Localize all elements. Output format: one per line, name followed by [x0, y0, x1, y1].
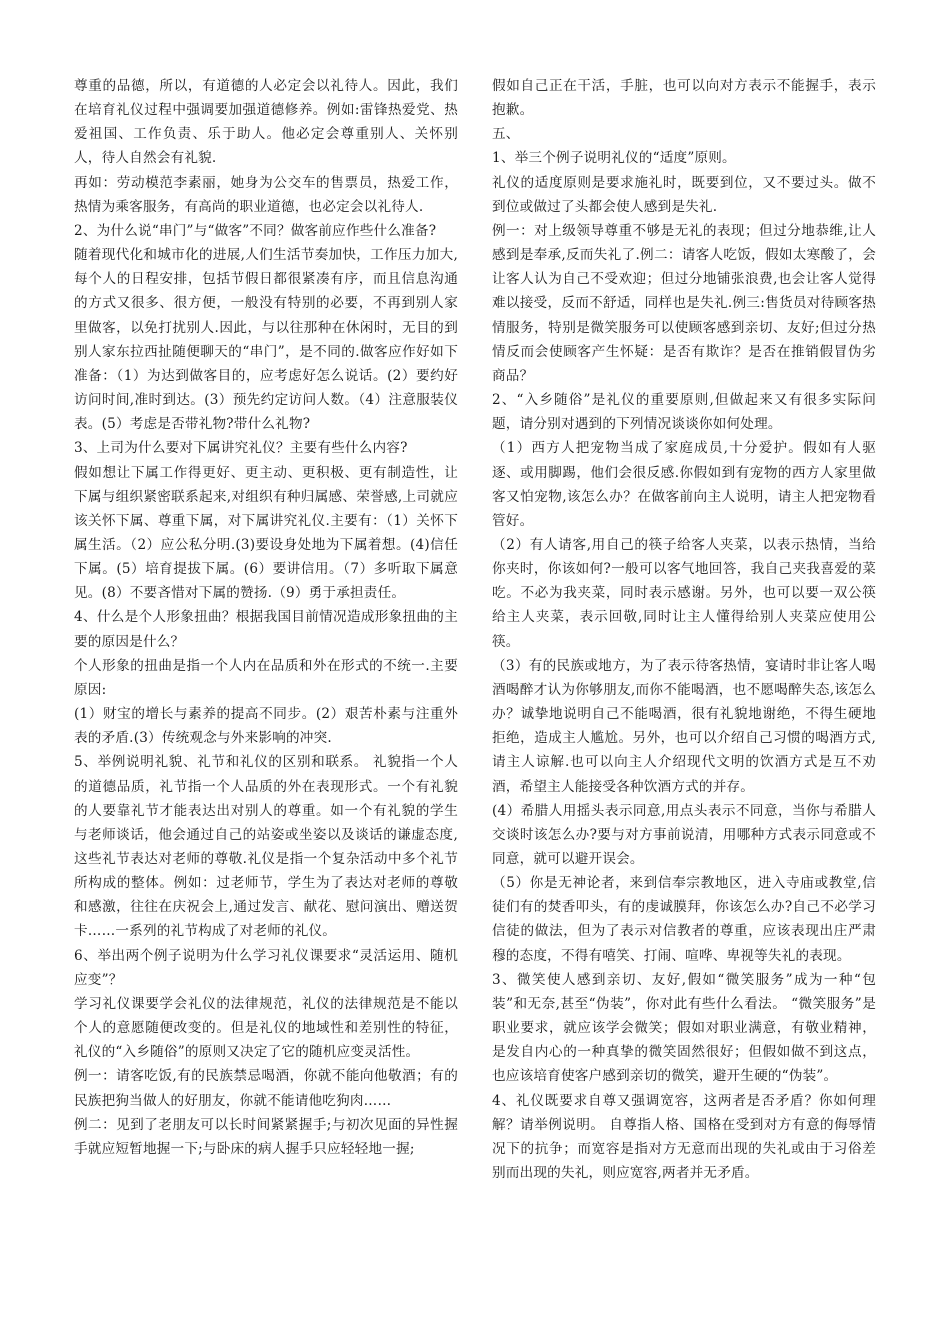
- paragraph: 4、礼仪既要求自尊又强调宽容，这两者是否矛盾？你如何理解？请举例说明。 自尊指人格、国格在受到对方有意的侮辱情况下的抗争；而宽容是指对方无意而出现的失礼或由于习俗差别而出现的失礼，则应宽容,两者并无矛盾。: [492, 1092, 876, 1182]
- paragraph: 5、举例说明礼貌、礼节和礼仪的区别和联系。 礼貌指一个人的道德品质，礼节指一个人品质的外在表现形式。一个有礼貌的人要靠礼节才能表达出对别人的尊重。如一个有礼貌的学生与老师谈话，他会通过自己的站姿或坐姿以及谈话的谦虚态度,这些礼节表达对老师的尊敬.礼仪是指一个复杂活动中多个礼节所构成的整体。例如：过老师节，学生为了表达对老师的尊敬和感激，往往在庆祝会上,通过发言、献花、慰问演出、赠送贺卡……一系列的礼节构成了对老师的礼仪。: [74, 754, 458, 940]
- question-heading: 6、举出两个例子说明为什么学习礼仪课要求“灵活运用、随机应变”？: [74, 947, 458, 988]
- paragraph: 尊重的品德，所以，有道德的人必定会以礼待人。因此，我们在培育礼仪过程中强调要加强道德修养。例如:雷锋热爱党、热爱祖国、工作负责、乐于助人。他必定会尊重别人、关怀别人，待人自然会有礼貌.: [74, 78, 458, 167]
- paragraph: 假如想让下属工作得更好、更主动、更积极、更有制造性，让下属与组织紧密联系起来,对组织有种归属感、荣誉感,上司就应该关怀下属、尊重下属，对下属讲究礼仪.主要有：（1）关怀下属生活。（2）应公私分明.(3)要设身处地为下属着想。(4)信任下属。(5）培育提拔下属。(6）要讲信用。（7）多听取下属意见。(8）不要吝惜对下属的赞扬.（9）勇于承担责任。: [74, 464, 458, 602]
- paragraph: （1）西方人把宠物当成了家庭成员,十分爱护。假如有人驱逐、或用脚踢，他们会很反感.你假如到有宠物的西方人家里做客又怕宠物,该怎么办？在做客前向主人说明，请主人把宠物看管好。: [492, 440, 876, 529]
- question-heading: 4、什么是个人形象扭曲？根据我国目前情况造成形象扭曲的主要的原因是什么？: [74, 609, 458, 650]
- paragraph: 礼仪的适度原则是要求施礼时，既要到位，又不要过头。做不到位或做过了头都会使人感到是失礼.: [492, 174, 876, 215]
- paragraph: 假如自己正在干活，手脏，也可以向对方表示不能握手，表示抱歉。: [492, 78, 876, 119]
- paragraph: 例一：请客吃饭,有的民族禁忌喝酒，你就不能向他敬酒；有的民族把狗当做人的好朋友，你就不能请他吃狗肉……: [74, 1068, 458, 1109]
- question-heading: 1、举三个例子说明礼仪的“适度”原则。: [492, 150, 736, 167]
- paragraph: (1）财宝的增长与素养的提高不同步。(2）艰苦朴素与注重外表的矛盾.(3）传统观念与外来影响的冲突.: [74, 706, 458, 747]
- section-heading: 五、: [492, 126, 520, 143]
- paragraph: 例二：见到了老朋友可以长时间紧紧握手;与初次见面的异性握手就应短暂地握一下;与卧床的病人握手只应轻轻地一握;: [74, 1116, 458, 1157]
- left-column: [74, 74, 458, 1161]
- paragraph: 再如：劳动模范李素丽，她身为公交车的售票员，热爱工作，热情为乘客服务，有高尚的职业道德，也必定会以礼待人.: [74, 174, 458, 215]
- right-column: [492, 74, 876, 1185]
- paragraph: 学习礼仪课要学会礼仪的法律规范，礼仪的法律规范是不能以个人的意愿随便改变的。但是礼仪的地域性和差别性的特征，礼仪的“入乡随俗”的原则又决定了它的随机应变灵活性。: [74, 995, 458, 1061]
- paragraph: 个人形象的扭曲是指一个人内在品质和外在形式的不统一.主要原因:: [74, 657, 458, 698]
- question-heading: 3、上司为什么要对下属讲究礼仪？主要有些什么内容?: [74, 440, 408, 457]
- paragraph: （2）有人请客,用自己的筷子给客人夹菜，以表示热情，当给你夹时，你该如何?一般可以客气地回答，我自己夹我喜爱的菜吃。不必为我夹菜，同时表示感谢。另外，也可以要一双公筷给主人夹菜，表示回敬,同时让主人懂得给别人夹菜应使用公筷。: [492, 536, 876, 650]
- paragraph: 随着现代化和城市化的进展,人们生活节奏加快，工作压力加大,每个人的日程安排，包括节假日都很紧凑有序，而且信息沟通的方式又很多、很方便，一般没有特别的必要，不再到别人家里做客，以免打扰别人.因此，与以往那种在休闲时，无目的到别人家东拉西扯随便聊天的“串门”，是不同的.做客应作好如下准备：（1）为达到做客目的，应考虑好怎么说话。(2）要约好访问时间,准时到达。(3）预先约定访问人数。（4）注意服装仪表。(5）考虑是否带礼物?带什么礼物?: [74, 247, 458, 433]
- question-heading: 2、为什么说“串门”与“做客”不同？做客前应作些什么准备?: [74, 222, 437, 239]
- paragraph: （5）你是无神论者，来到信奉宗教地区，进入寺庙或教堂,信徒们有的焚香叩头，有的虔诚膜拜，你该怎么办?自己不必学习信徒的做法，但为了表示对信教者的尊重，应该表现出庄严肃穆的态度，不得有嘻笑、打闹、喧哗、卑视等失礼的表现。: [492, 875, 876, 964]
- paragraph: （3）有的民族或地方，为了表示待客热情，宴请时非让客人喝酒喝醉才认为你够朋友,而你不能喝酒，也不愿喝醉失态,该怎么办？诚挚地说明自己不能喝酒，很有礼貌地谢绝，不得生硬地拒绝，造成主人尴尬。另外，也可以介绍自己习惯的喝酒方式,请主人谅解.也可以向主人介绍现代文明的饮酒方式是互不劝酒，希望主人能接受各种饮酒方式的并存。: [492, 657, 876, 795]
- question-heading: 2、“入乡随俗”是礼仪的重要原则,但做起来又有很多实际问题，请分别对遇到的下列情况谈谈你如何处理。: [492, 392, 876, 433]
- paragraph: 3、微笑使人感到亲切、友好,假如“微笑服务”成为一种“包装”和无奈,甚至“伪装”，你对此有些什么看法。 “微笑服务”是职业要求，就应该学会微笑；假如对职业满意，有敬业精神，是发自内心的一种真挚的微笑固然很好；但假如做不到这点，也应该培育使客户感到亲切的微笑，避开生硬的“伪装”。: [492, 971, 876, 1085]
- paragraph: 例一：对上级领导尊重不够是无礼的表现；但过分地恭维,让人感到是奉承,反而失礼了.例二：请客人吃饭，假如太寒酸了，会让客人认为自己不受欢迎；但过分地铺张浪费,也会让客人觉得难以接受，反而不舒适，同样也是失礼.例三:售货员对待顾客热情服务，特别是微笑服务可以使顾客感到亲切、友好;但过分热情反而会使顾客产生怀疑：是否有欺诈？是否在推销假冒伪劣商品？: [492, 222, 876, 384]
- paragraph: (4）希腊人用摇头表示同意,用点头表示不同意，当你与希腊人交谈时该怎么办?要与对方事前说清，用哪种方式表示同意或不同意，就可以避开误会。: [492, 802, 876, 867]
